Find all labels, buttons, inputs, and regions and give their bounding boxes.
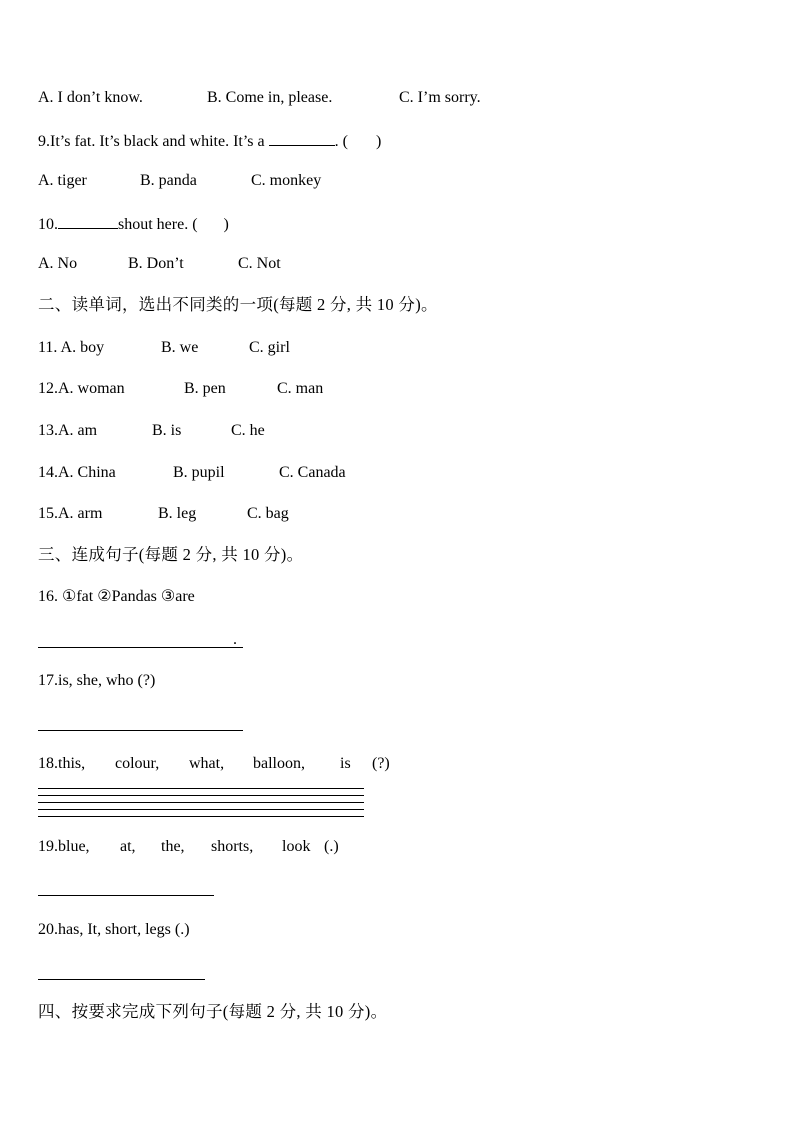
q10-answer-blank[interactable]	[58, 213, 118, 229]
q10-text: shout here. (	[118, 216, 198, 233]
q12-option-c: C. man	[277, 380, 324, 397]
q18-word-1: 18.this,	[38, 755, 86, 772]
q17-answer-line[interactable]	[38, 730, 243, 731]
q11-option-c: C. girl	[249, 339, 290, 356]
q19-word-2: at,	[120, 838, 136, 855]
q18-answer-line-1[interactable]	[38, 788, 364, 789]
q18-answer-line-3[interactable]	[38, 802, 364, 803]
q8-option-c: C. I’m sorry.	[399, 89, 481, 106]
q18-word-3: what,	[189, 755, 225, 772]
q9-paren-close: )	[375, 133, 382, 150]
section-2-heading: 二、读单词，选出不同类的一项(每题 2 分, 共 10 分)。	[38, 295, 438, 314]
q18-answer-line-5[interactable]	[38, 816, 364, 817]
section-4-heading: 四、按要求完成下列句子(每题 2 分, 共 10 分)。	[38, 1002, 388, 1021]
q10-option-c: C. Not	[238, 255, 281, 272]
q19-word-1: 19.blue,	[38, 838, 90, 855]
question-9	[38, 130, 381, 152]
q16-period: .	[233, 631, 237, 648]
q9-option-a: A. tiger	[38, 172, 87, 189]
q11-option-a: 11. A. boy	[38, 339, 105, 356]
q19-word-6: (.)	[324, 838, 339, 855]
q11-option-b: B. we	[161, 339, 199, 356]
question-15	[38, 504, 289, 524]
q15-option-c: C. bag	[247, 505, 289, 522]
q10-number: 10.	[38, 216, 58, 233]
q10-paren-close: )	[223, 216, 229, 233]
q13-option-c: C. he	[231, 422, 265, 439]
q16-answer-line[interactable]	[38, 647, 243, 648]
q10-option-a: A. No	[38, 255, 78, 272]
q9-option-b: B. panda	[140, 172, 197, 189]
section-3-heading: 三、连成句子(每题 2 分, 共 10 分)。	[38, 545, 304, 564]
q8-option-b: B. Come in, please.	[207, 89, 333, 106]
q14-option-a: 14.A. China	[38, 464, 116, 481]
q9-option-c: C. monkey	[251, 172, 322, 189]
question-19	[38, 837, 339, 857]
q18-answer-line-2[interactable]	[38, 795, 364, 796]
q9-paren-open: . (	[334, 133, 348, 150]
q9-answer-blank[interactable]	[269, 130, 335, 146]
q15-option-b: B. leg	[158, 505, 197, 522]
q10-option-b: B. Don’t	[128, 255, 184, 272]
question-20: 20.has, It, short, legs (.)	[38, 921, 190, 938]
q19-word-3: the,	[161, 838, 185, 855]
q19-word-5: look	[282, 838, 311, 855]
q13-option-b: B. is	[152, 422, 182, 439]
question-14	[38, 463, 346, 483]
q13-option-a: 13.A. am	[38, 422, 98, 439]
q14-option-c: C. Canada	[279, 464, 346, 481]
question-18	[38, 754, 390, 774]
q19-answer-line[interactable]	[38, 895, 214, 896]
question-13	[38, 421, 265, 441]
q20-answer-line[interactable]	[38, 979, 205, 980]
q18-word-2: colour,	[115, 755, 160, 772]
q18-word-4: balloon,	[253, 755, 305, 772]
q19-word-4: shorts,	[211, 838, 254, 855]
question-17: 17.is, she, who (?)	[38, 672, 156, 689]
question-12	[38, 379, 323, 399]
q8-options	[38, 88, 481, 108]
q15-option-a: 15.A. arm	[38, 505, 103, 522]
q9-text: 9.It’s fat. It’s black and white. It’s a	[38, 133, 265, 150]
q18-answer-line-4[interactable]	[38, 809, 364, 810]
q12-option-a: 12.A. woman	[38, 380, 125, 397]
question-10	[38, 213, 229, 235]
q18-word-6: (?)	[372, 755, 390, 772]
q14-option-b: B. pupil	[173, 464, 225, 481]
q10-options	[38, 254, 281, 274]
q12-option-b: B. pen	[184, 380, 226, 397]
q9-options	[38, 171, 321, 191]
q18-word-5: is	[340, 755, 351, 772]
q8-option-a: A. I don’t know.	[38, 89, 143, 106]
question-16: 16. ①fat ②Pandas ③are	[38, 588, 195, 605]
question-11	[38, 338, 290, 358]
